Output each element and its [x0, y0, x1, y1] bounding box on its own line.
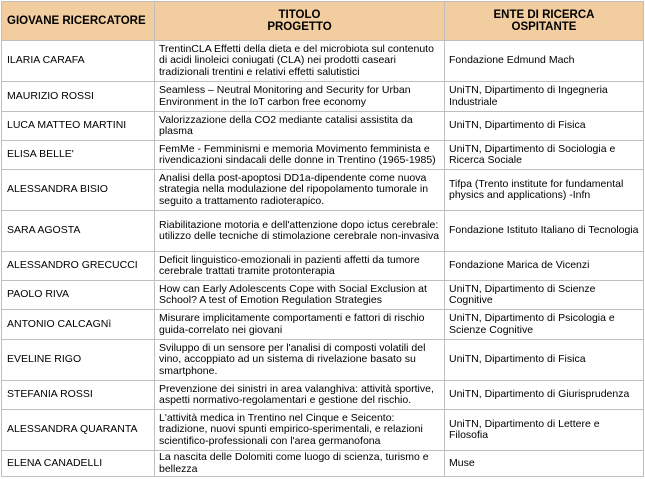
- researchers-table: [1, 1, 644, 477]
- table-row: [2, 170, 644, 211]
- researcher-name: STEFANIA ROSSI: [2, 381, 155, 410]
- researcher-name: MAURIZIO ROSSI: [2, 82, 155, 112]
- project-title: Analisi della post-apoptosi DD1a-dipendente come nuova strategia nella modulazione del ripopolamento tumorale in seguito a trattamento radioterapico.: [155, 170, 445, 211]
- host-institution: Muse: [445, 451, 644, 477]
- table-row: [2, 82, 644, 112]
- project-title: Valorizzazione della CO2 mediante catalisi assistita da plasma: [155, 112, 445, 141]
- researcher-name: ALESSANDRA QUARANTA: [2, 410, 155, 451]
- host-institution: Tifpa (Trento institute for fundamental physics and applications) -Infn: [445, 170, 644, 211]
- table-row: [2, 141, 644, 170]
- researcher-name: SARA AGOSTA: [2, 211, 155, 252]
- project-title: Seamless – Neutral Monitoring and Security for Urban Environment in the IoT carbon free economy: [155, 82, 445, 112]
- host-institution: UniTN, Dipartimento di Scienze Cognitive: [445, 281, 644, 310]
- researcher-name: ELISA BELLE': [2, 141, 155, 170]
- table-row: [2, 381, 644, 410]
- researcher-name: ALESSANDRA BISIO: [2, 170, 155, 211]
- header-title-line2: PROGETTO: [267, 21, 332, 33]
- header-host-line2: OSPITANTE: [511, 21, 577, 33]
- table-row: [2, 340, 644, 381]
- project-title: Misurare implicitamente comportamenti e fattori di rischio guida-correlato nei giovani: [155, 310, 445, 340]
- table-row: [2, 281, 644, 310]
- table-row: [2, 410, 644, 451]
- host-institution: Fondazione Istituto Italiano di Tecnologia: [445, 211, 644, 252]
- researcher-name: ALESSANDRO GRECUCCI: [2, 252, 155, 281]
- table-row: [2, 252, 644, 281]
- host-institution: UniTN, Dipartimento di Lettere e Filosofia: [445, 410, 644, 451]
- host-institution: UniTN, Dipartimento di Psicologia e Scienze Cognitive: [445, 310, 644, 340]
- project-title: Prevenzione dei sinistri in area valanghiva: attività sportive, aspetti normativo-regolamentari e gestione del rischio.: [155, 381, 445, 410]
- host-institution: UniTN, Dipartimento di Giurisprudenza: [445, 381, 644, 410]
- researcher-name: ILARIA CARAFA: [2, 41, 155, 82]
- table-row: [2, 41, 644, 82]
- researcher-name: PAOLO RIVA: [2, 281, 155, 310]
- host-institution: UniTN, Dipartimento di Fisica: [445, 340, 644, 381]
- table-row: [2, 211, 644, 252]
- project-title: L'attività medica in Trentino nel Cinque e Seicento: tradizione, nuovi spunti empirico-sperimentali, e relazioni scientifico-professionali con l'area germanofona: [155, 410, 445, 451]
- project-title: FemMe - Femminismi e memoria Movimento femminista e rivendicazioni sindacali delle donne in Trentino (1965-1985): [155, 141, 445, 170]
- header-title: [155, 2, 445, 41]
- project-title: Sviluppo di un sensore per l'analisi di composti volatili del vino, accoppiato ad un sistema di rivelazione basato su smartphone.: [155, 340, 445, 381]
- table-row: [2, 310, 644, 340]
- project-title: Deficit linguistico-emozionali in pazienti affetti da tumore cerebrale trattati tramite protonterapia: [155, 252, 445, 281]
- host-institution: UniTN, Dipartimento di Ingegneria Industriale: [445, 82, 644, 112]
- host-institution: Fondazione Marica de Vicenzi: [445, 252, 644, 281]
- host-institution: UniTN, Dipartimento di Sociologia e Ricerca Sociale: [445, 141, 644, 170]
- project-title: La nascita delle Dolomiti come luogo di scienza, turismo e bellezza: [155, 451, 445, 477]
- header-host: [445, 2, 644, 41]
- header-researcher: GIOVANE RICERCATORE: [2, 2, 155, 41]
- header-host-line1: ENTE DI RICERCA: [493, 9, 595, 21]
- researcher-name: ANTONIO CALCAGNì: [2, 310, 155, 340]
- header-row: [2, 2, 644, 41]
- project-title: How can Early Adolescents Cope with Social Exclusion at School? A test of Emotion Regulation Strategies: [155, 281, 445, 310]
- host-institution: UniTN, Dipartimento di Fisica: [445, 112, 644, 141]
- host-institution: Fondazione Edmund Mach: [445, 41, 644, 82]
- header-title-line1: TITOLO: [278, 9, 321, 21]
- researcher-name: EVELINE RIGO: [2, 340, 155, 381]
- project-title: Riabilitazione motoria e dell'attenzione dopo ictus cerebrale: utilizzo delle tecniche di stimolazione cerebrale non-invasiva: [155, 211, 445, 252]
- project-title: TrentinCLA Effetti della dieta e del microbiota sul contenuto di acidi linoleici coniugati (CLA) nei prodotti caseari tradizionali trentini e relativi effetti salutistici: [155, 41, 445, 82]
- table-row: [2, 451, 644, 477]
- researcher-name: ELENA CANADELLI: [2, 451, 155, 477]
- researcher-name: LUCA MATTEO MARTINI: [2, 112, 155, 141]
- table-row: [2, 112, 644, 141]
